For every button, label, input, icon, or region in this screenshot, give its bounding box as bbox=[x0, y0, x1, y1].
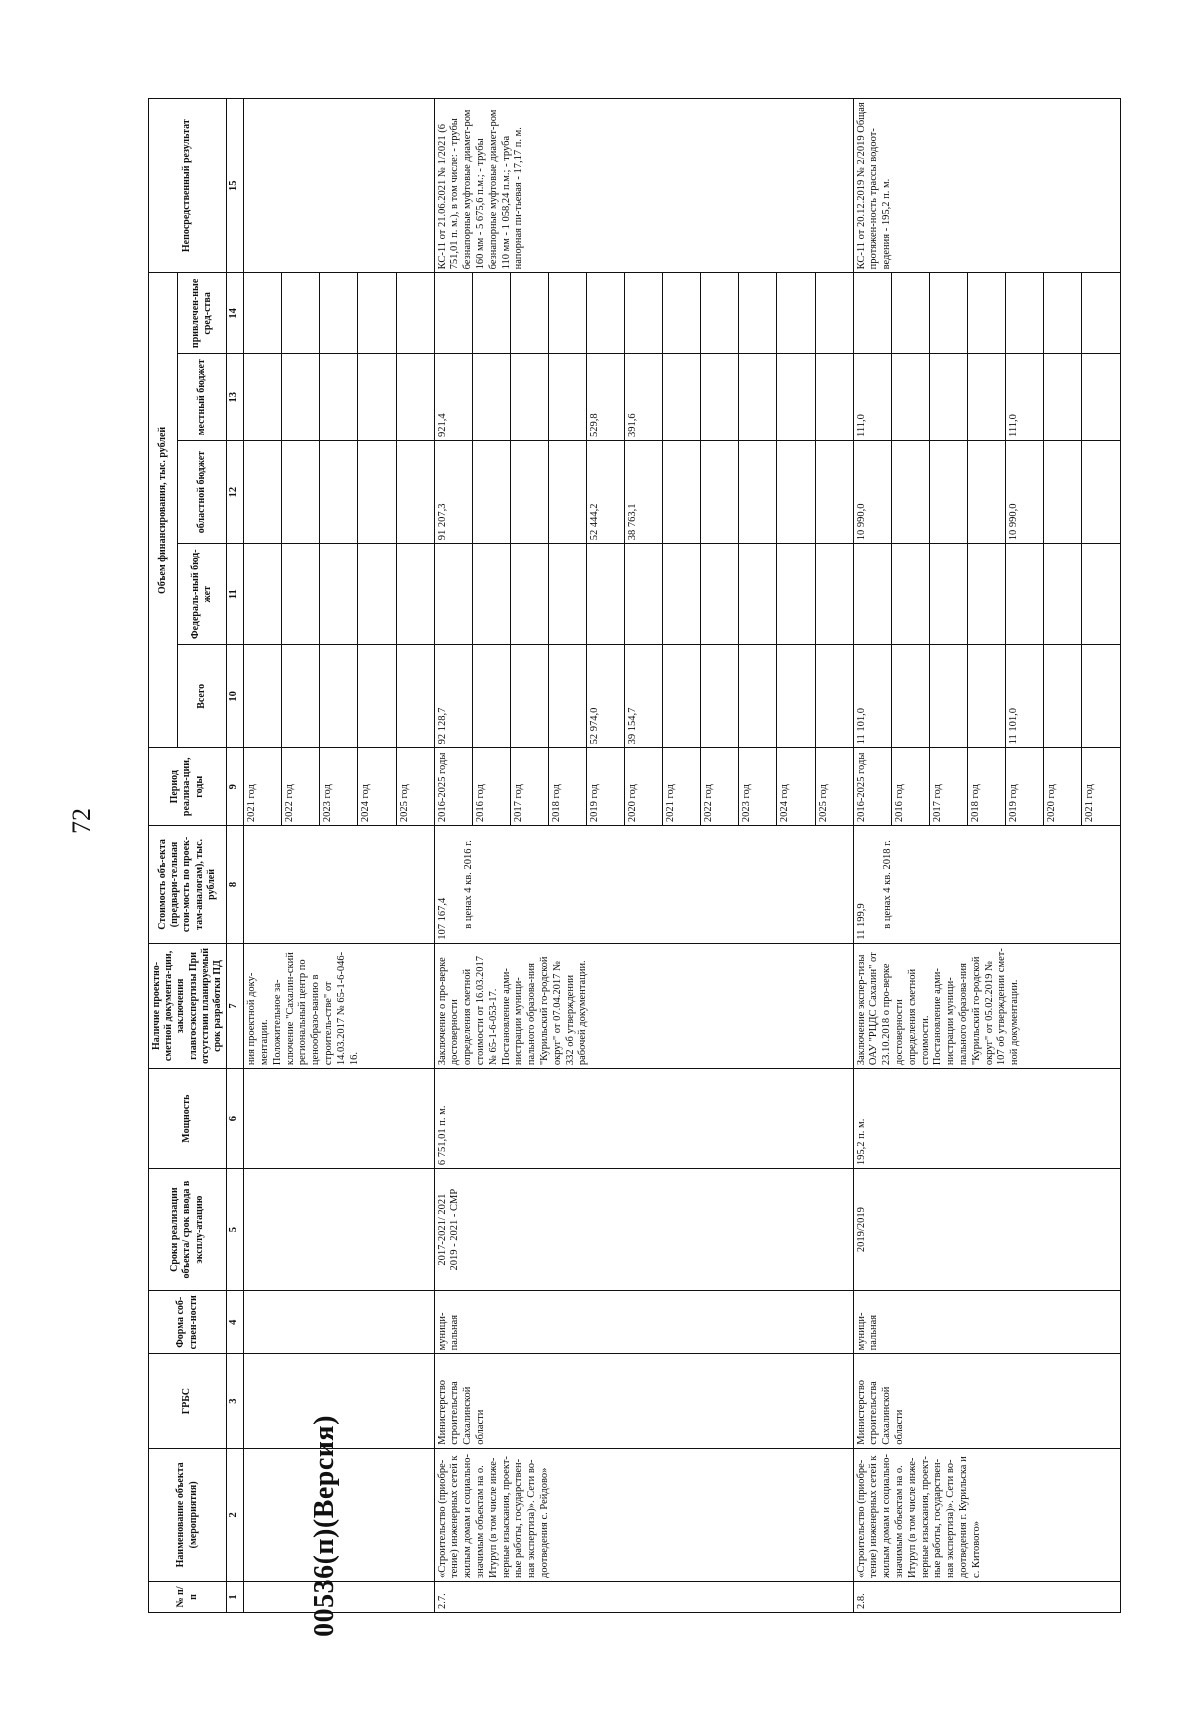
table-row bbox=[853, 99, 891, 1613]
cont-cost bbox=[244, 826, 434, 944]
period-cell: 2016 год bbox=[891, 748, 929, 826]
local-cell: 111,0 bbox=[853, 354, 891, 441]
funding-cell bbox=[244, 354, 282, 441]
cont-name bbox=[244, 1448, 434, 1581]
federal-cell bbox=[663, 544, 701, 645]
total-cell bbox=[891, 645, 929, 748]
attracted-cell bbox=[434, 273, 472, 354]
funding-cell bbox=[282, 544, 320, 645]
cost-cell bbox=[434, 826, 853, 944]
funding-cell bbox=[244, 273, 282, 354]
regional-cell bbox=[891, 440, 929, 543]
regional-cell bbox=[548, 440, 586, 543]
header-docs: Наличие проектно-сметной документа-ции, заключения главгосэкспертизы При отсутствии планируемый срок разработки ПД bbox=[149, 943, 227, 1068]
grbs-cell: Министерство строительства Сахалинской области bbox=[853, 1354, 1120, 1448]
attracted-cell bbox=[853, 273, 891, 354]
funding-cell bbox=[358, 440, 396, 543]
terms-main: 2019/2019 bbox=[855, 1207, 867, 1253]
header-terms: Сроки реализации объекта/ срок ввода в эксплу-атацию bbox=[149, 1169, 227, 1291]
total-cell: 11 101,0 bbox=[853, 645, 891, 748]
result-cell: КС-11 от 21.06.2021 № 1/2021 (6 751,01 п. м.), в том числе: - трубы безнапорные муфтовые диамет-ром 160 мм - 5 675,6 п.м.; - трубы безнапорные муфтовые диамет-ром 110 мм - 1 058,24 п.м.; - труба напорная пи-тьевая - 17,17 п. м. bbox=[434, 99, 853, 273]
federal-cell bbox=[1082, 544, 1120, 645]
total-cell: 52 974,0 bbox=[587, 645, 625, 748]
power-cell: 195,2 п. м. bbox=[853, 1069, 1120, 1169]
period-cell: 2025 год bbox=[396, 748, 434, 826]
header-cost: Стоимость объ-екта (предвари-тельная стои-мость по проек-там-аналогам), тыс. рублей bbox=[149, 826, 227, 944]
federal-cell bbox=[1006, 544, 1044, 645]
funding-cell bbox=[320, 273, 358, 354]
header-result: Непосредственный результат bbox=[149, 99, 227, 273]
period-cell: 2024 год bbox=[358, 748, 396, 826]
local-cell bbox=[1082, 354, 1120, 441]
regional-cell: 10 990,0 bbox=[853, 440, 891, 543]
federal-cell bbox=[891, 544, 929, 645]
table-row bbox=[434, 99, 472, 1613]
period-cell: 2019 год bbox=[587, 748, 625, 826]
funding-cell bbox=[396, 273, 434, 354]
header-regional: областной бюджет bbox=[177, 440, 226, 543]
period-cell: 2022 год bbox=[701, 748, 739, 826]
power-cell: 6 751,01 п. м. bbox=[434, 1069, 853, 1169]
local-cell bbox=[701, 354, 739, 441]
period-cell: 2019 год bbox=[1006, 748, 1044, 826]
period-cell: 2022 год bbox=[282, 748, 320, 826]
funding-cell bbox=[396, 354, 434, 441]
federal-cell bbox=[967, 544, 1005, 645]
funding-cell bbox=[358, 544, 396, 645]
column-number: 12 bbox=[227, 440, 244, 543]
total-cell bbox=[815, 645, 853, 748]
cont-power bbox=[244, 1069, 434, 1169]
attracted-cell bbox=[1044, 273, 1082, 354]
total-cell: 92 128,7 bbox=[434, 645, 472, 748]
column-number-row bbox=[227, 99, 244, 1613]
regional-cell bbox=[1082, 440, 1120, 543]
column-number: 8 bbox=[227, 826, 244, 944]
local-cell bbox=[1044, 354, 1082, 441]
column-number: 1 bbox=[227, 1581, 244, 1612]
column-number: 11 bbox=[227, 544, 244, 645]
period-cell: 2018 год bbox=[967, 748, 1005, 826]
total-cell bbox=[967, 645, 1005, 748]
header-grbs: ГРБС bbox=[149, 1354, 227, 1448]
local-cell bbox=[967, 354, 1005, 441]
header-local: местный бюджет bbox=[177, 354, 226, 441]
total-cell: 39 154,7 bbox=[625, 645, 663, 748]
period-cell: 2020 год bbox=[625, 748, 663, 826]
terms-main: 2017-2021/ 2021 bbox=[436, 1193, 448, 1266]
period-cell: 2023 год bbox=[739, 748, 777, 826]
regional-cell bbox=[777, 440, 815, 543]
period-cell: 2021 год bbox=[244, 748, 282, 826]
attracted-cell bbox=[663, 273, 701, 354]
attracted-cell bbox=[510, 273, 548, 354]
funding-cell bbox=[396, 440, 434, 543]
cont-num bbox=[244, 1581, 434, 1612]
attracted-cell bbox=[472, 273, 510, 354]
object-name: «Строительство (приобре-тение) инженерных сетей к жилым домам и социально-значимым объектам на о. Итуруп (в том числе инже-нерные изыскания, проект-ные работы, государствен-ная экспертиза)». Сети во-доотведения г. Курильска и с. Китового» bbox=[853, 1448, 1120, 1581]
row-num: 2.7. bbox=[434, 1581, 853, 1612]
attracted-cell bbox=[929, 273, 967, 354]
total-cell bbox=[510, 645, 548, 748]
local-cell: 529,8 bbox=[587, 354, 625, 441]
period-cell: 2016 год bbox=[472, 748, 510, 826]
financing-table bbox=[148, 98, 1121, 1613]
header-federal: Федераль-ный бюд-жет bbox=[177, 544, 226, 645]
regional-cell bbox=[663, 440, 701, 543]
funding-cell bbox=[396, 544, 434, 645]
grbs-cell: Министерство строительства Сахалинской области bbox=[434, 1354, 853, 1448]
cost-cell bbox=[853, 826, 1120, 944]
local-cell: 921,4 bbox=[434, 354, 472, 441]
cost-note: в ценах 4 кв. 2016 г. bbox=[463, 840, 475, 929]
local-cell: 391,6 bbox=[625, 354, 663, 441]
funding-cell bbox=[396, 645, 434, 748]
period-cell: 2024 год bbox=[777, 748, 815, 826]
local-cell bbox=[548, 354, 586, 441]
local-cell bbox=[739, 354, 777, 441]
federal-cell bbox=[548, 544, 586, 645]
funding-cell bbox=[320, 354, 358, 441]
cont-result bbox=[244, 99, 434, 273]
attracted-cell bbox=[777, 273, 815, 354]
header-attracted: привлечен-ные сред-ства bbox=[177, 273, 226, 354]
total-cell bbox=[701, 645, 739, 748]
attracted-cell bbox=[1006, 273, 1044, 354]
header-funding: Объем финансирования, тыс. рублей bbox=[149, 273, 178, 748]
terms-cell bbox=[853, 1169, 1120, 1291]
table-body bbox=[227, 99, 1120, 1613]
cost-value: 11 199,9 bbox=[855, 903, 867, 940]
federal-cell bbox=[472, 544, 510, 645]
terms-cell bbox=[434, 1169, 853, 1291]
local-cell: 111,0 bbox=[1006, 354, 1044, 441]
total-cell: 11 101,0 bbox=[1006, 645, 1044, 748]
cont-form bbox=[244, 1291, 434, 1354]
funding-cell bbox=[244, 645, 282, 748]
federal-cell bbox=[777, 544, 815, 645]
terms-smr: 2019 - 2021 - СМР bbox=[449, 1188, 461, 1271]
page-number: 72 bbox=[67, 808, 96, 834]
federal-cell bbox=[510, 544, 548, 645]
header-row-1 bbox=[149, 99, 178, 1613]
attracted-cell bbox=[739, 273, 777, 354]
federal-cell bbox=[815, 544, 853, 645]
total-cell bbox=[739, 645, 777, 748]
funding-cell bbox=[282, 273, 320, 354]
column-number: 9 bbox=[227, 748, 244, 826]
federal-cell bbox=[929, 544, 967, 645]
local-cell bbox=[663, 354, 701, 441]
regional-cell bbox=[929, 440, 967, 543]
local-cell bbox=[891, 354, 929, 441]
header-form: Форма соб-ствен-ности bbox=[149, 1291, 227, 1354]
header-total: Всего bbox=[177, 645, 226, 748]
cost-note: в ценах 4 кв. 2018 г. bbox=[882, 840, 894, 929]
funding-cell bbox=[282, 440, 320, 543]
column-number: 7 bbox=[227, 943, 244, 1068]
attracted-cell bbox=[625, 273, 663, 354]
local-cell bbox=[929, 354, 967, 441]
period-cell: 2018 год bbox=[548, 748, 586, 826]
local-cell bbox=[510, 354, 548, 441]
header-name: Наименование объекта (мероприятия) bbox=[149, 1448, 227, 1581]
total-cell bbox=[663, 645, 701, 748]
docs-cell: Заключение о про-верке достоверности определения сметной стоимости от 16.03.2017 № 65-1-6-053-17. Постановление адми-нистрации муници-пального образова-ния "Курильский го-родской округ" от 07.04.2017 № 332 об утверждении рабочей документации. bbox=[434, 943, 853, 1068]
column-number: 5 bbox=[227, 1169, 244, 1291]
funding-cell bbox=[358, 273, 396, 354]
federal-cell bbox=[625, 544, 663, 645]
attracted-cell bbox=[548, 273, 586, 354]
attracted-cell bbox=[701, 273, 739, 354]
ownership-form: муници-пальная bbox=[853, 1291, 1120, 1354]
column-number: 2 bbox=[227, 1448, 244, 1581]
row-num: 2.8. bbox=[853, 1581, 1120, 1612]
docs-cell: Заключение экспер-тизы ОАУ "РЦДС Сахалин" от 23.10.2018 о про-верке достоверности определения сметной стоимости. Постановление адми-нистрации муници-пального образова-ния "Курильский го-родской округ" от 05.02.2019 № 107 об утверждении смет-ной документации. bbox=[853, 943, 1120, 1068]
document-stamp-text: 00536(п)(Версия) bbox=[309, 1415, 340, 1637]
column-number: 4 bbox=[227, 1291, 244, 1354]
total-cell bbox=[777, 645, 815, 748]
attracted-cell bbox=[1082, 273, 1120, 354]
column-number: 13 bbox=[227, 354, 244, 441]
federal-cell bbox=[587, 544, 625, 645]
total-cell bbox=[1044, 645, 1082, 748]
total-cell bbox=[929, 645, 967, 748]
regional-cell: 52 444,2 bbox=[587, 440, 625, 543]
cont-grbs bbox=[244, 1354, 434, 1448]
funding-cell bbox=[320, 645, 358, 748]
attracted-cell bbox=[967, 273, 1005, 354]
funding-cell bbox=[320, 544, 358, 645]
regional-cell bbox=[510, 440, 548, 543]
local-cell bbox=[815, 354, 853, 441]
funding-cell bbox=[320, 440, 358, 543]
attracted-cell bbox=[891, 273, 929, 354]
funding-cell bbox=[358, 645, 396, 748]
cont-docs: ния проектной доку-ментации. Положительное за-ключение "Сахалин-ский региональный центр по ценообразо-ванию в строитель-стве" от 14.03.2017 № 65-1-6-046-16. bbox=[244, 943, 434, 1068]
regional-cell bbox=[739, 440, 777, 543]
column-number: 14 bbox=[227, 273, 244, 354]
period-cell: 2016-2025 годы bbox=[853, 748, 891, 826]
regional-cell bbox=[1044, 440, 1082, 543]
federal-cell bbox=[434, 544, 472, 645]
column-number: 3 bbox=[227, 1354, 244, 1448]
funding-cell bbox=[244, 544, 282, 645]
period-cell: 2017 год bbox=[929, 748, 967, 826]
table-row bbox=[244, 99, 282, 1613]
federal-cell bbox=[853, 544, 891, 645]
cost-value: 107 167,4 bbox=[436, 897, 448, 940]
result-cell: КС-11 от 20.12.2019 № 2/2019 Общая протяжен-ность трассы водоот-ведения - 195,2 п. м. bbox=[853, 99, 1120, 273]
period-cell: 2020 год bbox=[1044, 748, 1082, 826]
federal-cell bbox=[739, 544, 777, 645]
period-cell: 2023 год bbox=[320, 748, 358, 826]
regional-cell bbox=[472, 440, 510, 543]
period-cell: 2025 год bbox=[815, 748, 853, 826]
funding-cell bbox=[244, 440, 282, 543]
funding-cell bbox=[282, 645, 320, 748]
period-cell: 2016-2025 годы bbox=[434, 748, 472, 826]
period-cell: 2017 год bbox=[510, 748, 548, 826]
header-power: Мощность bbox=[149, 1069, 227, 1169]
column-number: 6 bbox=[227, 1069, 244, 1169]
regional-cell bbox=[701, 440, 739, 543]
column-number: 15 bbox=[227, 99, 244, 273]
local-cell bbox=[777, 354, 815, 441]
regional-cell: 38 763,1 bbox=[625, 440, 663, 543]
funding-cell bbox=[358, 354, 396, 441]
object-name: «Строительство (приобре-тение) инженерных сетей к жилым домам и социально-значимым объектам на о. Итуруп (в том числе инже-нерные изыскания, проект-ные работы, государствен-ная экспертиза)». Сети во-доотведения с. Рейдово» bbox=[434, 1448, 853, 1581]
federal-cell bbox=[701, 544, 739, 645]
funding-cell bbox=[282, 354, 320, 441]
attracted-cell bbox=[815, 273, 853, 354]
header-num: № п/п bbox=[149, 1581, 227, 1612]
period-cell: 2021 год bbox=[663, 748, 701, 826]
federal-cell bbox=[1044, 544, 1082, 645]
regional-cell: 91 207,3 bbox=[434, 440, 472, 543]
period-cell: 2021 год bbox=[1082, 748, 1120, 826]
total-cell bbox=[548, 645, 586, 748]
total-cell bbox=[1082, 645, 1120, 748]
column-number: 10 bbox=[227, 645, 244, 748]
regional-cell bbox=[815, 440, 853, 543]
rotated-table-wrapper bbox=[148, 98, 1096, 1613]
regional-cell bbox=[967, 440, 1005, 543]
ownership-form: муници-пальная bbox=[434, 1291, 853, 1354]
total-cell bbox=[472, 645, 510, 748]
local-cell bbox=[472, 354, 510, 441]
attracted-cell bbox=[587, 273, 625, 354]
header-period: Период реализа-ции, годы bbox=[149, 748, 227, 826]
regional-cell: 10 990,0 bbox=[1006, 440, 1044, 543]
cont-terms bbox=[244, 1169, 434, 1291]
